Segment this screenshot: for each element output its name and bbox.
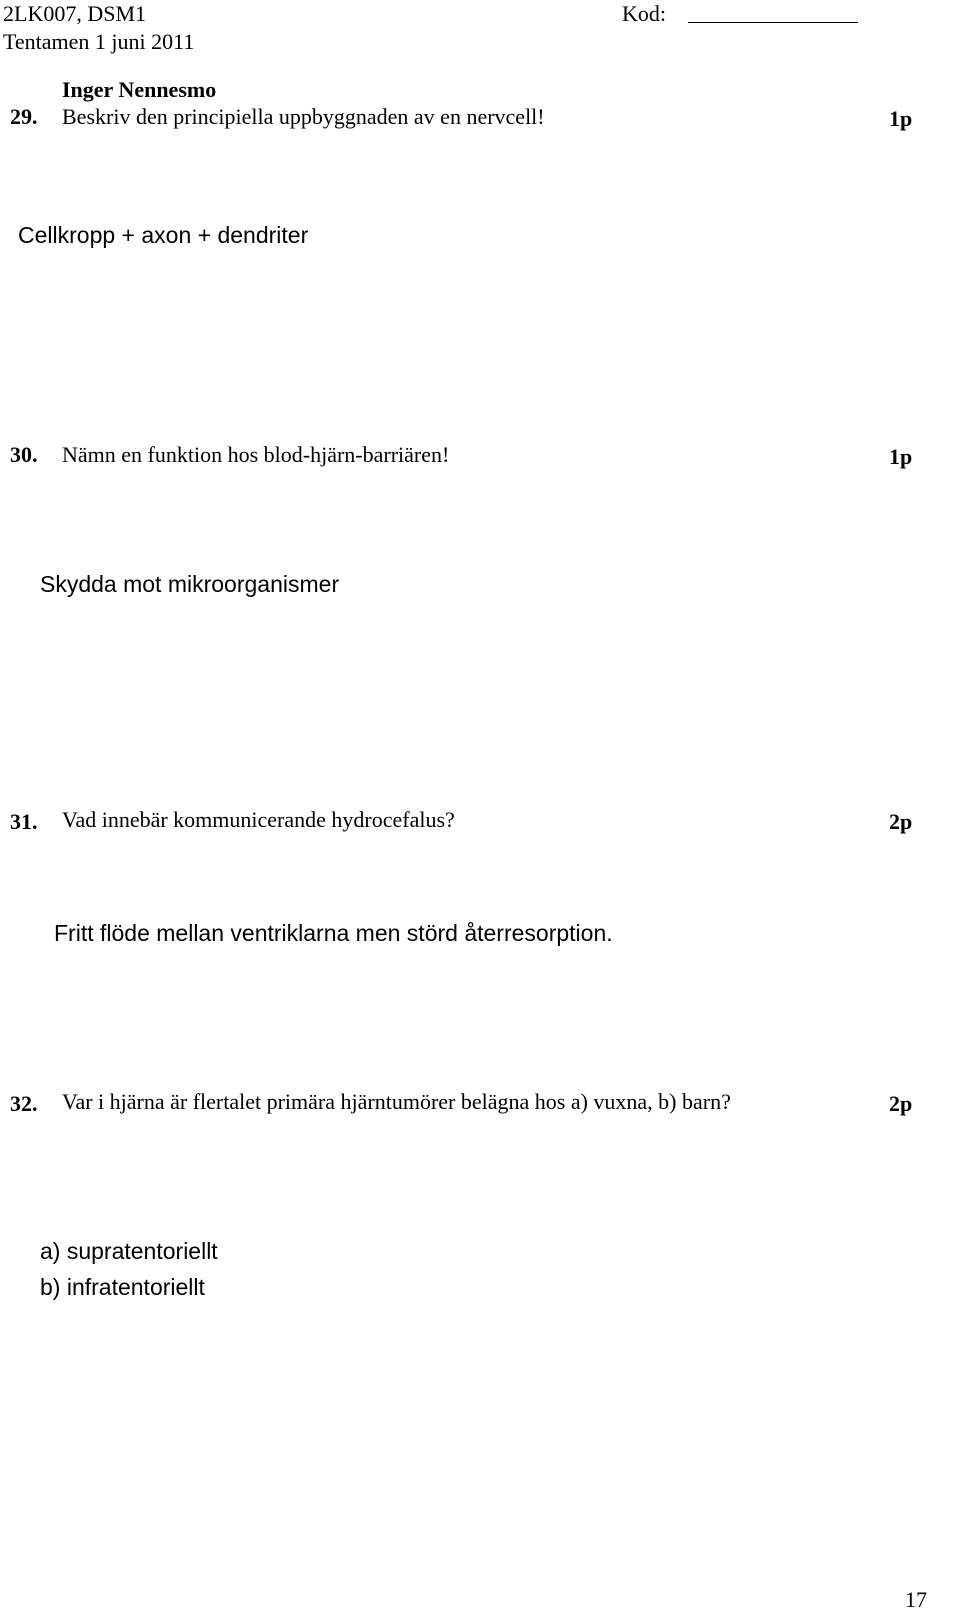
question-30-number: 30. — [10, 442, 38, 467]
question-29-points: 1p — [889, 106, 913, 131]
question-32-number: 32. — [10, 1091, 38, 1116]
kod-input-line — [688, 22, 858, 23]
answer-32b: b) infratentoriellt — [40, 1274, 205, 1300]
course-code: 2LK007, DSM1 — [3, 1, 147, 26]
answer-32a: a) supratentoriellt — [40, 1238, 218, 1264]
question-29-number: 29. — [10, 104, 38, 129]
question-29-text: Beskriv den principiella uppbyggnaden av en nervcell! — [62, 104, 545, 129]
author-name: Inger Nennesmo — [62, 77, 217, 102]
question-31-text: Vad innebär kommunicerande hydrocefalus? — [62, 807, 455, 832]
answer-30: Skydda mot mikroorganismer — [40, 571, 340, 597]
question-31-number: 31. — [10, 809, 38, 834]
answer-29: Cellkropp + axon + dendriter — [18, 222, 309, 248]
page-number: 17 — [905, 1587, 927, 1612]
question-30-text: Nämn en funktion hos blod-hjärn-barriären! — [62, 442, 450, 467]
answer-31: Fritt flöde mellan ventriklarna men störd återresorption. — [54, 920, 613, 946]
kod-label: Kod: — [622, 1, 666, 26]
question-30-points: 1p — [889, 444, 913, 469]
question-32-text: Var i hjärna är flertalet primära hjärntumörer belägna hos a) vuxna, b) barn? — [62, 1089, 731, 1114]
question-32-points: 2p — [889, 1091, 913, 1116]
exam-date: Tentamen 1 juni 2011 — [3, 29, 195, 54]
question-31-points: 2p — [889, 809, 913, 834]
